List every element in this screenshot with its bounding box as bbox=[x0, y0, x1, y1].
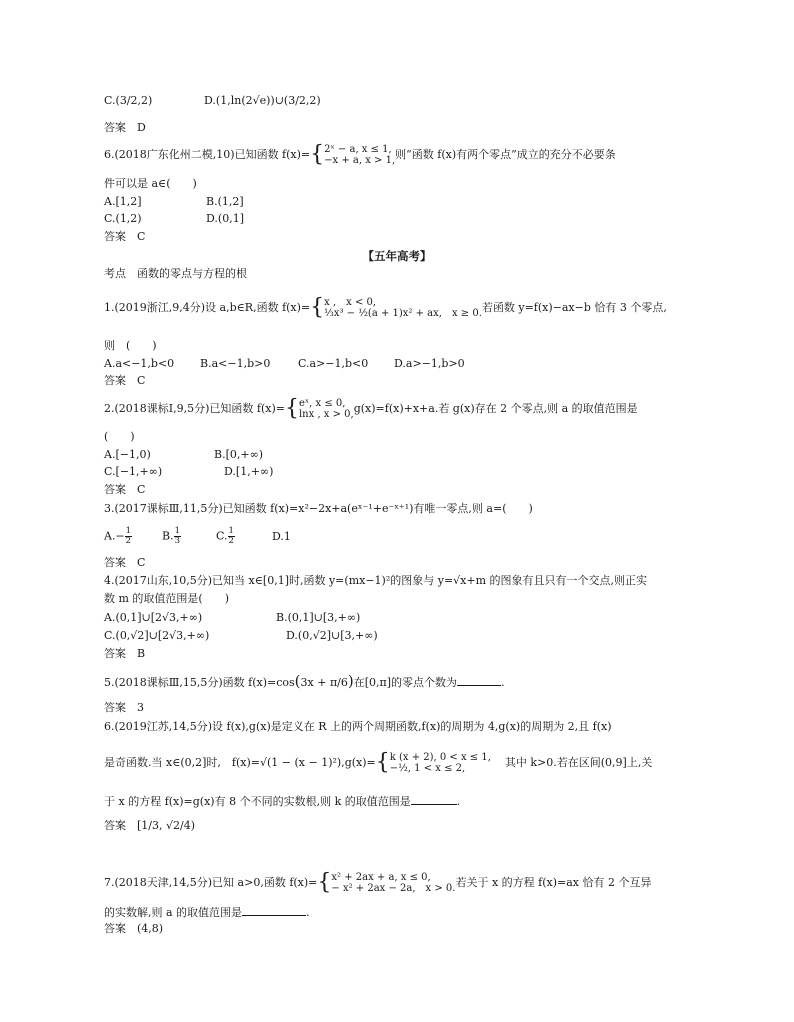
option-c: C.(3/2,2) bbox=[104, 94, 153, 107]
answer: 答案 C bbox=[104, 556, 146, 569]
stem-part: . bbox=[306, 906, 310, 919]
case-1: x , x < 0, bbox=[324, 297, 377, 308]
piecewise bbox=[324, 297, 482, 319]
answer-value: [1/3, √2/4) bbox=[137, 819, 195, 832]
question-6b-stem-cont2 bbox=[104, 794, 460, 809]
answer-blank[interactable] bbox=[457, 675, 501, 686]
answer: 答案 D bbox=[104, 121, 146, 134]
answer: 答案 3 bbox=[104, 701, 144, 714]
brace-icon: { bbox=[284, 396, 299, 421]
option-d: D.[1,+∞) bbox=[224, 465, 274, 478]
piecewise bbox=[324, 144, 395, 166]
brace-icon: { bbox=[317, 870, 332, 895]
numerator: 1 bbox=[125, 526, 132, 536]
stem-part: 则“函数 f(x)有两个零点”成立的充分不必要条 bbox=[395, 148, 616, 161]
piecewise bbox=[299, 398, 354, 420]
question-6b-stem-cont bbox=[104, 752, 652, 774]
case-1: x² + 2ax + a, x ≤ 0, bbox=[331, 872, 431, 883]
stem-part: 若关于 x 的方程 f(x)=ax 恰有 2 个互异 bbox=[455, 876, 652, 889]
answer: 答案 B bbox=[104, 647, 146, 660]
fraction bbox=[174, 527, 181, 546]
stem-part: g(x)=f(x)+x+a.若 g(x)存在 2 个零点,则 a 的取值范围是 bbox=[353, 402, 638, 415]
question-4-stem-cont: 数 m 的取值范围是( ) bbox=[104, 592, 230, 605]
case-2: −½, 1 < x ≤ 2, bbox=[389, 763, 466, 774]
numerator: 1 bbox=[174, 526, 181, 536]
question-7-stem bbox=[104, 872, 652, 894]
brace-icon: { bbox=[375, 750, 390, 775]
cos-argument: 3x + π/6 bbox=[300, 676, 348, 689]
option-b: B.[0,+∞) bbox=[214, 448, 264, 461]
question-3-stem: 3.(2017课标Ⅲ,11,5分)已知函数 f(x)=x²−2x+a(eˣ⁻¹+e⁻ˣ⁺¹)有唯一零点,则 a=( ) bbox=[104, 502, 533, 515]
brace-icon: { bbox=[310, 295, 325, 320]
case-1: eˣ, x ≤ 0, bbox=[298, 398, 346, 409]
option-d: D.a>−1,b>0 bbox=[394, 357, 465, 370]
option-b bbox=[162, 527, 181, 546]
piecewise bbox=[390, 752, 491, 774]
answer-label: 答案 bbox=[104, 819, 126, 832]
question-6a-stem bbox=[104, 144, 616, 166]
option-b: B.a<−1,b>0 bbox=[200, 357, 271, 370]
option-a: A.[1,2] bbox=[104, 195, 142, 208]
question-4-stem: 4.(2017山东,10,5分)已知当 x∈[0,1]时,函数 y=(mx−1)²的图象与 y=√x+m 的图象有且只有一个交点,则正实 bbox=[104, 574, 648, 587]
case-2: − x² + 2ax − 2a, x > 0. bbox=[331, 883, 456, 894]
question-1-stem bbox=[104, 297, 667, 319]
denominator: 3 bbox=[174, 536, 181, 546]
question-2-stem bbox=[104, 398, 638, 420]
stem-part: 的实数解,则 a 的取值范围是 bbox=[104, 906, 243, 919]
question-1-stem-cont: 则 ( ) bbox=[104, 339, 157, 352]
stem-part: 于 x 的方程 f(x)=g(x)有 8 个不同的实数根,则 k 的取值范围是 bbox=[104, 795, 411, 808]
option-d: D.(0,√2]∪[3,+∞) bbox=[286, 629, 378, 642]
stem-part: 6.(2018广东化州二模,10)已知函数 f(x)= bbox=[104, 148, 311, 161]
numerator: 1 bbox=[228, 526, 234, 536]
option-d: D.1 bbox=[272, 530, 291, 543]
paren-right: ) bbox=[347, 672, 354, 690]
kaodian-heading: 考点 函数的零点与方程的根 bbox=[104, 267, 247, 280]
fraction bbox=[228, 527, 235, 546]
brace-icon: { bbox=[310, 142, 325, 167]
question-5-stem bbox=[104, 674, 505, 690]
answer: 答案 C bbox=[104, 374, 146, 387]
option-c: C.(1,2) bbox=[104, 212, 142, 225]
fraction bbox=[125, 527, 132, 546]
option-a: A.a<−1,b<0 bbox=[104, 357, 175, 370]
stem-part: 若函数 y=f(x)−ax−b 恰有 3 个零点, bbox=[481, 301, 667, 314]
piecewise bbox=[331, 872, 455, 894]
option-a: A.(0,1]∪[2√3,+∞) bbox=[104, 611, 203, 624]
question-6b-stem: 6.(2019江苏,14,5分)设 f(x),g(x)是定义在 R 上的两个周期函数,f(x)的周期为 4,g(x)的周期为 2,且 f(x) bbox=[104, 720, 612, 733]
answer: 答案 C bbox=[104, 230, 146, 243]
paren-left: ( bbox=[294, 672, 301, 690]
stem-part: 2.(2018课标Ⅰ,9,5分)已知函数 f(x)= bbox=[104, 402, 285, 415]
minus-sign: − bbox=[115, 529, 125, 543]
case-1: 2ˣ − a, x ≤ 1, bbox=[324, 144, 392, 155]
case-2: lnx , x > 0, bbox=[298, 409, 354, 420]
option-label: C. bbox=[216, 529, 228, 543]
answer: 答案 (4,8) bbox=[104, 922, 164, 935]
option-d: D.(1,ln(2√e))∪(3/2,2) bbox=[204, 94, 321, 107]
stem-part: 5.(2018课标Ⅲ,15,5分)函数 f(x)=cos bbox=[104, 676, 295, 689]
option-c: C.a>−1,b<0 bbox=[298, 357, 369, 370]
stem-part: 在[0,π]的零点个数为 bbox=[353, 676, 458, 689]
option-a: A.[−1,0) bbox=[104, 448, 151, 461]
stem-part: . bbox=[501, 676, 505, 689]
option-a bbox=[104, 527, 132, 546]
stem-part: . bbox=[456, 795, 461, 808]
answer bbox=[104, 819, 195, 833]
case-2: −x + a, x > 1, bbox=[324, 155, 396, 166]
stem-part: 7.(2018天津,14,5分)已知 a>0,函数 f(x)= bbox=[104, 876, 318, 889]
stem-part: 1.(2019浙江,9,4分)设 a,b∈R,函数 f(x)= bbox=[104, 301, 311, 314]
question-6a-stem-cont: 件可以是 a∈( ) bbox=[104, 177, 197, 190]
option-d: D.(0,1] bbox=[206, 212, 245, 225]
option-c: C.(0,√2]∪[2√3,+∞) bbox=[104, 629, 210, 642]
option-b: B.(0,1]∪[3,+∞) bbox=[276, 611, 361, 624]
case-2: ⅓x³ − ½(a + 1)x² + ax, x ≥ 0. bbox=[324, 308, 482, 319]
denominator: 2 bbox=[125, 536, 132, 546]
option-c: C.[−1,+∞) bbox=[104, 465, 163, 478]
question-2-stem-cont: ( ) bbox=[104, 430, 135, 443]
answer: 答案 C bbox=[104, 483, 146, 496]
option-c bbox=[216, 527, 235, 546]
section-title: 【五年高考】 bbox=[362, 249, 432, 263]
denominator: 2 bbox=[228, 536, 234, 546]
stem-part: 其中 k>0.若在区间(0,9]上,关 bbox=[504, 756, 653, 769]
question-7-stem-cont bbox=[104, 905, 310, 920]
option-label: A. bbox=[104, 529, 116, 543]
option-b: B.(1,2] bbox=[206, 195, 244, 208]
stem-part: 是奇函数.当 x∈(0,2]时, f(x)=√(1 − (x − 1)²),g(x)= bbox=[104, 756, 376, 769]
answer-blank[interactable] bbox=[411, 794, 457, 805]
answer-blank[interactable] bbox=[242, 905, 306, 916]
case-1: k (x + 2), 0 < x ≤ 1, bbox=[389, 752, 491, 763]
option-label: B. bbox=[162, 529, 174, 543]
